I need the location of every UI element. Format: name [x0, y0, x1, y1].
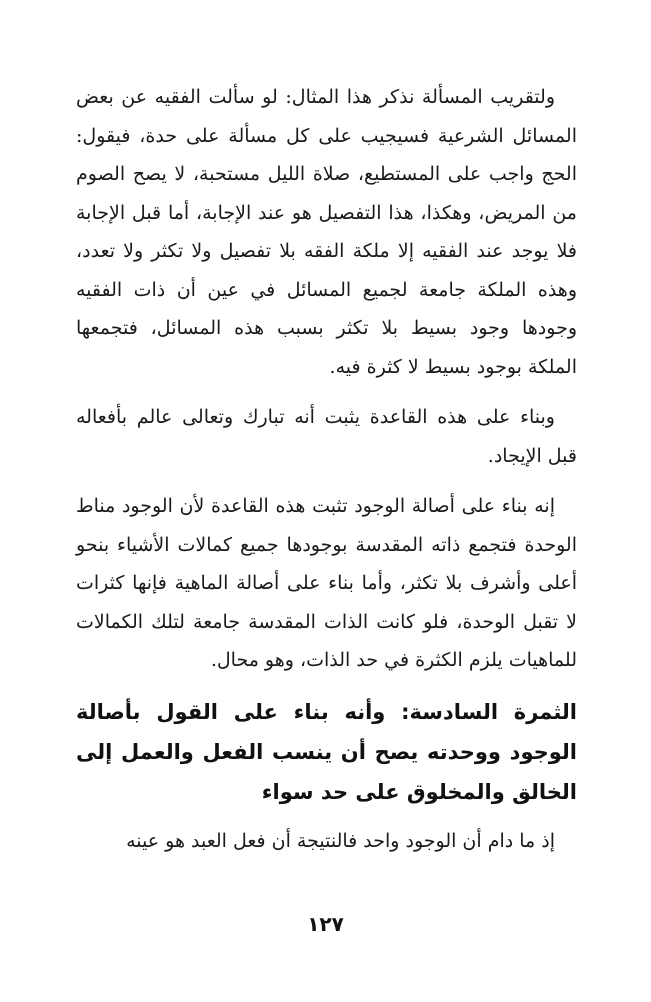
- paragraph-closing: إذ ما دام أن الوجود واحد فالنتيجة أن فعل العبد هو عينه: [126, 829, 555, 852]
- paragraph-example: ولتقريب المسألة نذكر هذا المثال: لو سألت الفقيه عن بعض المسائل الشرعية فسيجيب على كل مسألة على حدة، فيقول: الحج واجب على المستطيع، صلاة الليل مستحبة، لا يصح الصوم من المريض، وهكذا، هذا التفصيل هو عند الإجابة، أما قبل الإجابة فلا يوجد عند الفقيه إلا ملكة الفقه بلا تفصيل ولا تكثر ولا تعدد، وهذه الملكة جامعة لجميع المسائل في عين أن ذات الفقيه وجودها وجود بسيط بلا تكثر بسبب هذه المسائل، فتجمعها الملكة بوجود بسيط لا كثرة فيه.: [76, 86, 577, 378]
- page-body: [76, 78, 577, 872]
- paragraph-principality-of-existence: إنه بناء على أصالة الوجود تثبت هذه القاعدة لأن الوجود مناط الوحدة فتجمع ذاته المقدسة بوجودها جميع كمالات الأشياء بنحو أعلى وأشرف بلا تكثر، وأما بناء على أصالة الماهية فإنها كثرات لا تقبل الوحدة، فلو كانت الذات المقدسة جامعة لتلك الكمالات للماهيات يلزم الكثرة في حد الذات، وهو محال.: [76, 495, 577, 671]
- page-number: ١٢٧: [307, 912, 344, 936]
- section-heading: الثمرة السادسة: وأنه بناء على القول بأصالة الوجود ووحدته يصح أن ينسب الفعل والعمل إلى الخالق والمخلوق على حد سواء: [76, 699, 577, 804]
- paragraph-knowledge-before-creation: وبناء على هذه القاعدة يثبت أنه تبارك وتعالى عالم بأفعاله قبل الإيجاد.: [76, 406, 577, 467]
